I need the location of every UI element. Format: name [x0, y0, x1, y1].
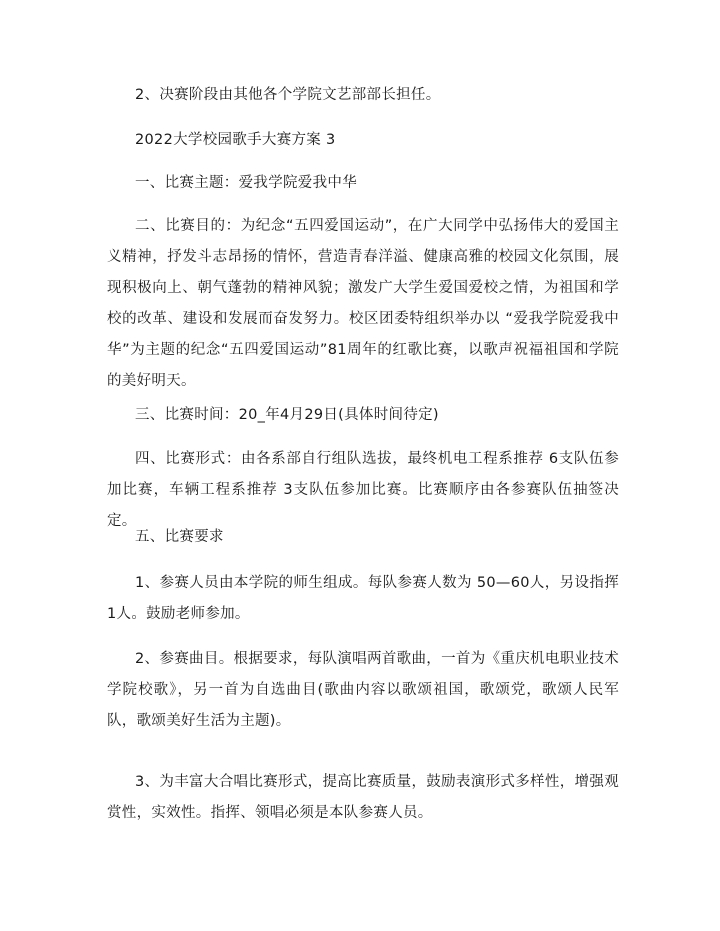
requirement-performance-form: 3、为丰富大合唱比赛形式，提高比赛质量，鼓励表演形式多样性，增强观赏性，实效性。指挥、领唱必须是本队参赛人员。: [107, 774, 619, 821]
document-subtitle: 2022大学校园歌手大赛方案 3: [135, 132, 336, 148]
requirement-participants: 1、参赛人员由本学院的师生组成。每队参赛人数为 50—60人，另设指挥 1人。鼓励老师参加。: [107, 575, 619, 622]
section-format: 四、比赛形式：由各系部自行组队选拔，最终机电工程系推荐 6支队伍参加比赛，车辆工程系推荐 3支队伍参加比赛。比赛顺序由各参赛队伍抽签决定。: [107, 451, 619, 529]
section-theme: 一、比赛主题：爱我学院爱我中华: [135, 175, 357, 191]
requirement-songs: 2、参赛曲目。根据要求，每队演唱两首歌曲，一首为《重庆机电职业技术学院校歌》，另一首为自选曲目(歌曲内容以歌颂祖国，歌颂党，歌颂人民军队，歌颂美好生活为主题)。: [107, 651, 619, 729]
section-time: 三、比赛时间：20_年4月29日(具体时间待定): [135, 407, 439, 423]
section-requirements-heading: 五、比赛要求: [135, 529, 224, 545]
paragraph-final-stage-judges: 2、决赛阶段由其他各个学院文艺部部长担任。: [135, 87, 441, 103]
section-purpose: 二、比赛目的：为纪念“五四爱国运动”，在广大同学中弘扬伟大的爱国主义精神，抒发斗志昂扬的情怀，营造青春洋溢、健康高雅的校园文化氛围，展现积极向上、朝气蓬勃的精神风貌；激发广大学生爱国爱校之情，为祖国和学校的改革、建设和发展而奋发努力。校区团委特组织举办以 “爱我学院爱我中华”为主题的纪念“五四爱国运动”81周年的红歌比赛，以歌声祝福祖国和学院的美好明天。: [107, 218, 619, 389]
